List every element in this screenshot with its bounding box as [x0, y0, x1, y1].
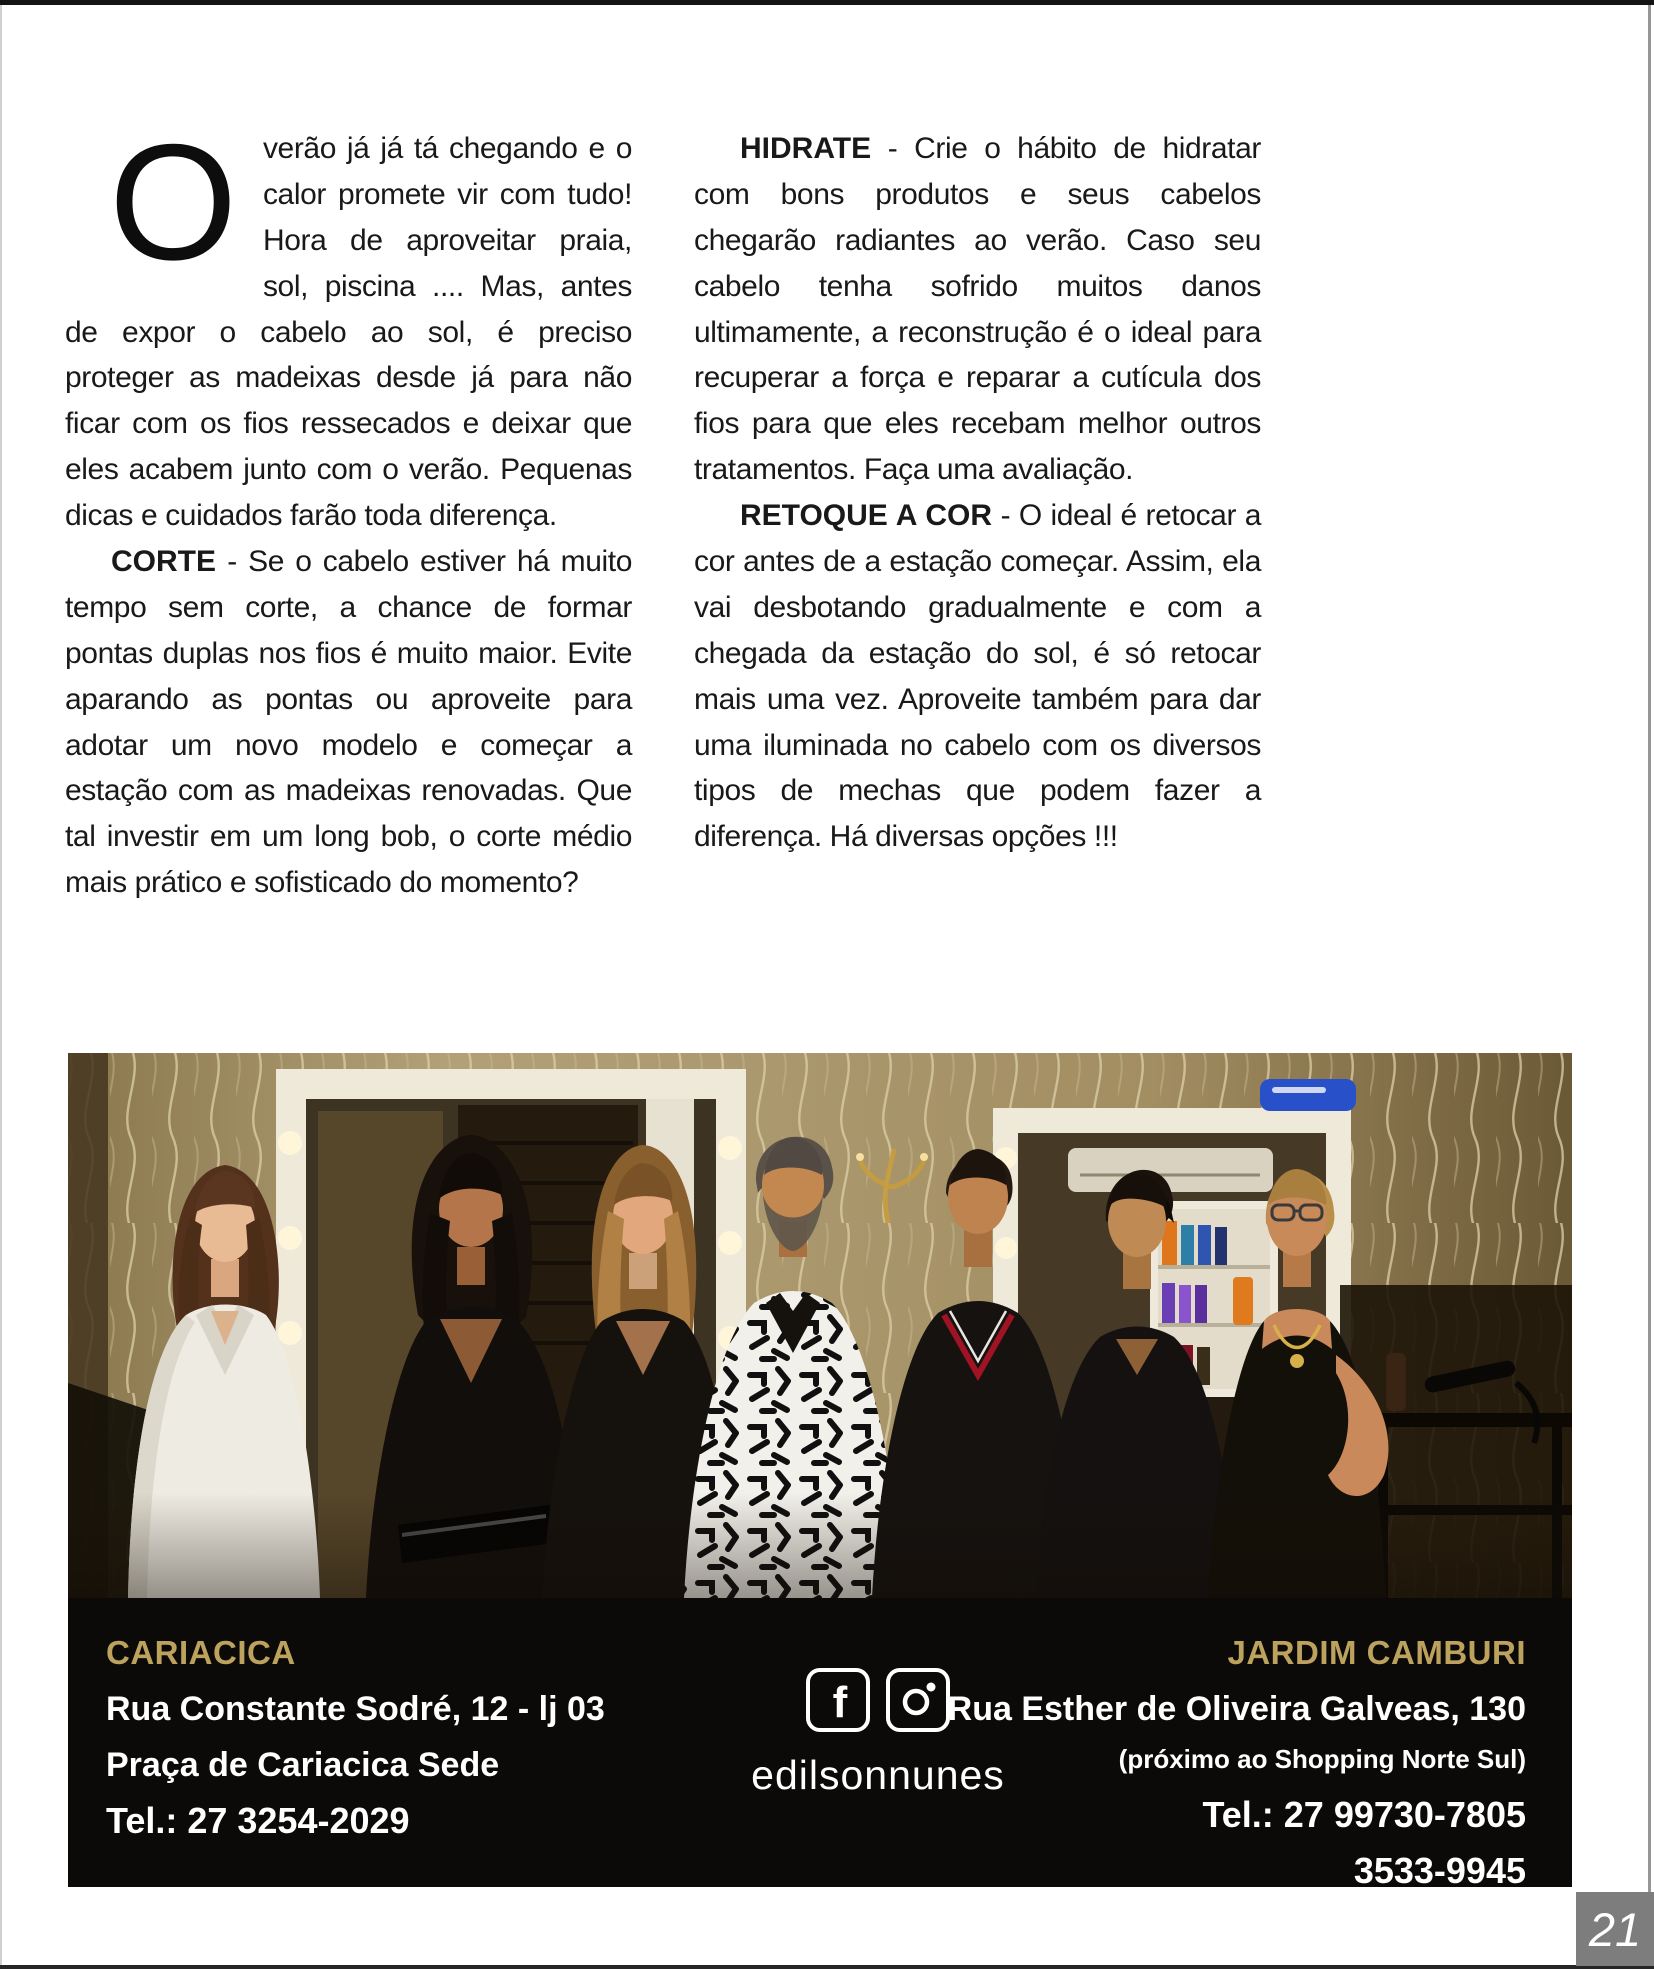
page-right-rule	[1648, 5, 1651, 1965]
clipper-box	[1260, 1079, 1356, 1111]
page-number	[1576, 1892, 1654, 1966]
article-column-left	[65, 110, 632, 906]
cariacica-address-line2: Praça de Cariacica Sede	[106, 1746, 500, 1784]
group-photo	[68, 1053, 1572, 1598]
drop-cap: O	[109, 110, 237, 294]
section-corte-heading: CORTE	[111, 545, 216, 579]
cariacica-address-line1: Rua Constante Sodré, 12 - lj 03	[106, 1690, 605, 1728]
location-jardim-camburi-title: JARDIM CAMBURI	[1227, 1634, 1526, 1671]
article-column-right	[694, 126, 1261, 906]
location-jardim-camburi	[948, 1634, 1526, 1890]
section-hidrate-text: - Crie o hábito de hidratar com bons produtos e seus cabelos chegarão radiantes ao verão. Caso seu cabelo tenha sofrido muitos danos ultimamente, a reconstrução é o ideal para recuperar a força e reparar a cutícula dos fios para que eles recebam melhor outros tratamentos. Faça uma avaliação.	[694, 132, 1261, 487]
svg-text:f: f	[832, 1678, 848, 1723]
section-retoque	[694, 493, 1261, 860]
cariacica-phone: Tel.: 27 3254-2029	[106, 1800, 410, 1841]
intro-text: verão já já tá chegando e o calor promete vir com tudo! Hora de aproveitar praia, sol, piscina .... Mas, antes de expor o cabelo ao sol, é preciso proteger as madeixas desde já para não ficar com os fios ressecados e deixar que eles acabem junto com o verão. Pequenas dicas e cuidados farão toda diferença.	[65, 132, 632, 533]
page-top-rule	[0, 0, 1654, 5]
section-hidrate-heading: HIDRATE	[740, 132, 872, 165]
facebook-icon	[806, 1668, 870, 1732]
jardim-camburi-phone1: Tel.: 27 99730-7805	[1202, 1794, 1526, 1835]
location-cariacica	[106, 1634, 605, 1840]
jardim-camburi-phone2: 3533-9945	[1353, 1850, 1526, 1891]
page-bottom-rule	[0, 1965, 1654, 1969]
section-corte-text: - Se o cabelo estiver há muito tempo sem corte, a chance de formar pontas duplas nos fios é muito maior. Evite aparando as pontas ou aproveite para adotar um novo modelo e começar a estação com as madeixas renovadas. Que tal investir em um long bob, o corte médio mais prático e sofisticado do momento?	[65, 545, 632, 900]
instagram-icon	[886, 1668, 950, 1732]
section-retoque-heading: RETOQUE A COR	[740, 499, 993, 533]
jardim-camburi-landmark: (próximo ao Shopping Norte Sul)	[1118, 1744, 1526, 1774]
page-left-rule	[0, 5, 2, 1965]
social-handle: edilsonnunes	[751, 1752, 1005, 1798]
article-body	[65, 110, 1261, 906]
section-hidrate	[694, 126, 1261, 493]
location-cariacica-title: CARIACICA	[106, 1634, 296, 1671]
salon-contact-footer	[68, 1598, 1572, 1891]
section-retoque-text: - O ideal é retocar a cor antes de a estação começar. Assim, ela vai desbotando gradualmente e com a chegada da estação do sol, é só retocar mais uma vez. Aproveite também para dar uma iluminada no cabelo com os diversos tipos de mechas que podem fazer a diferença. Há diversas opções !!!	[694, 499, 1261, 854]
page-number-value: 21	[1588, 1902, 1642, 1956]
intro-paragraph	[65, 110, 632, 539]
salon-media-block	[68, 1053, 1572, 1891]
section-corte	[65, 539, 632, 906]
jardim-camburi-address: Rua Esther de Oliveira Galveas, 130	[947, 1690, 1526, 1728]
